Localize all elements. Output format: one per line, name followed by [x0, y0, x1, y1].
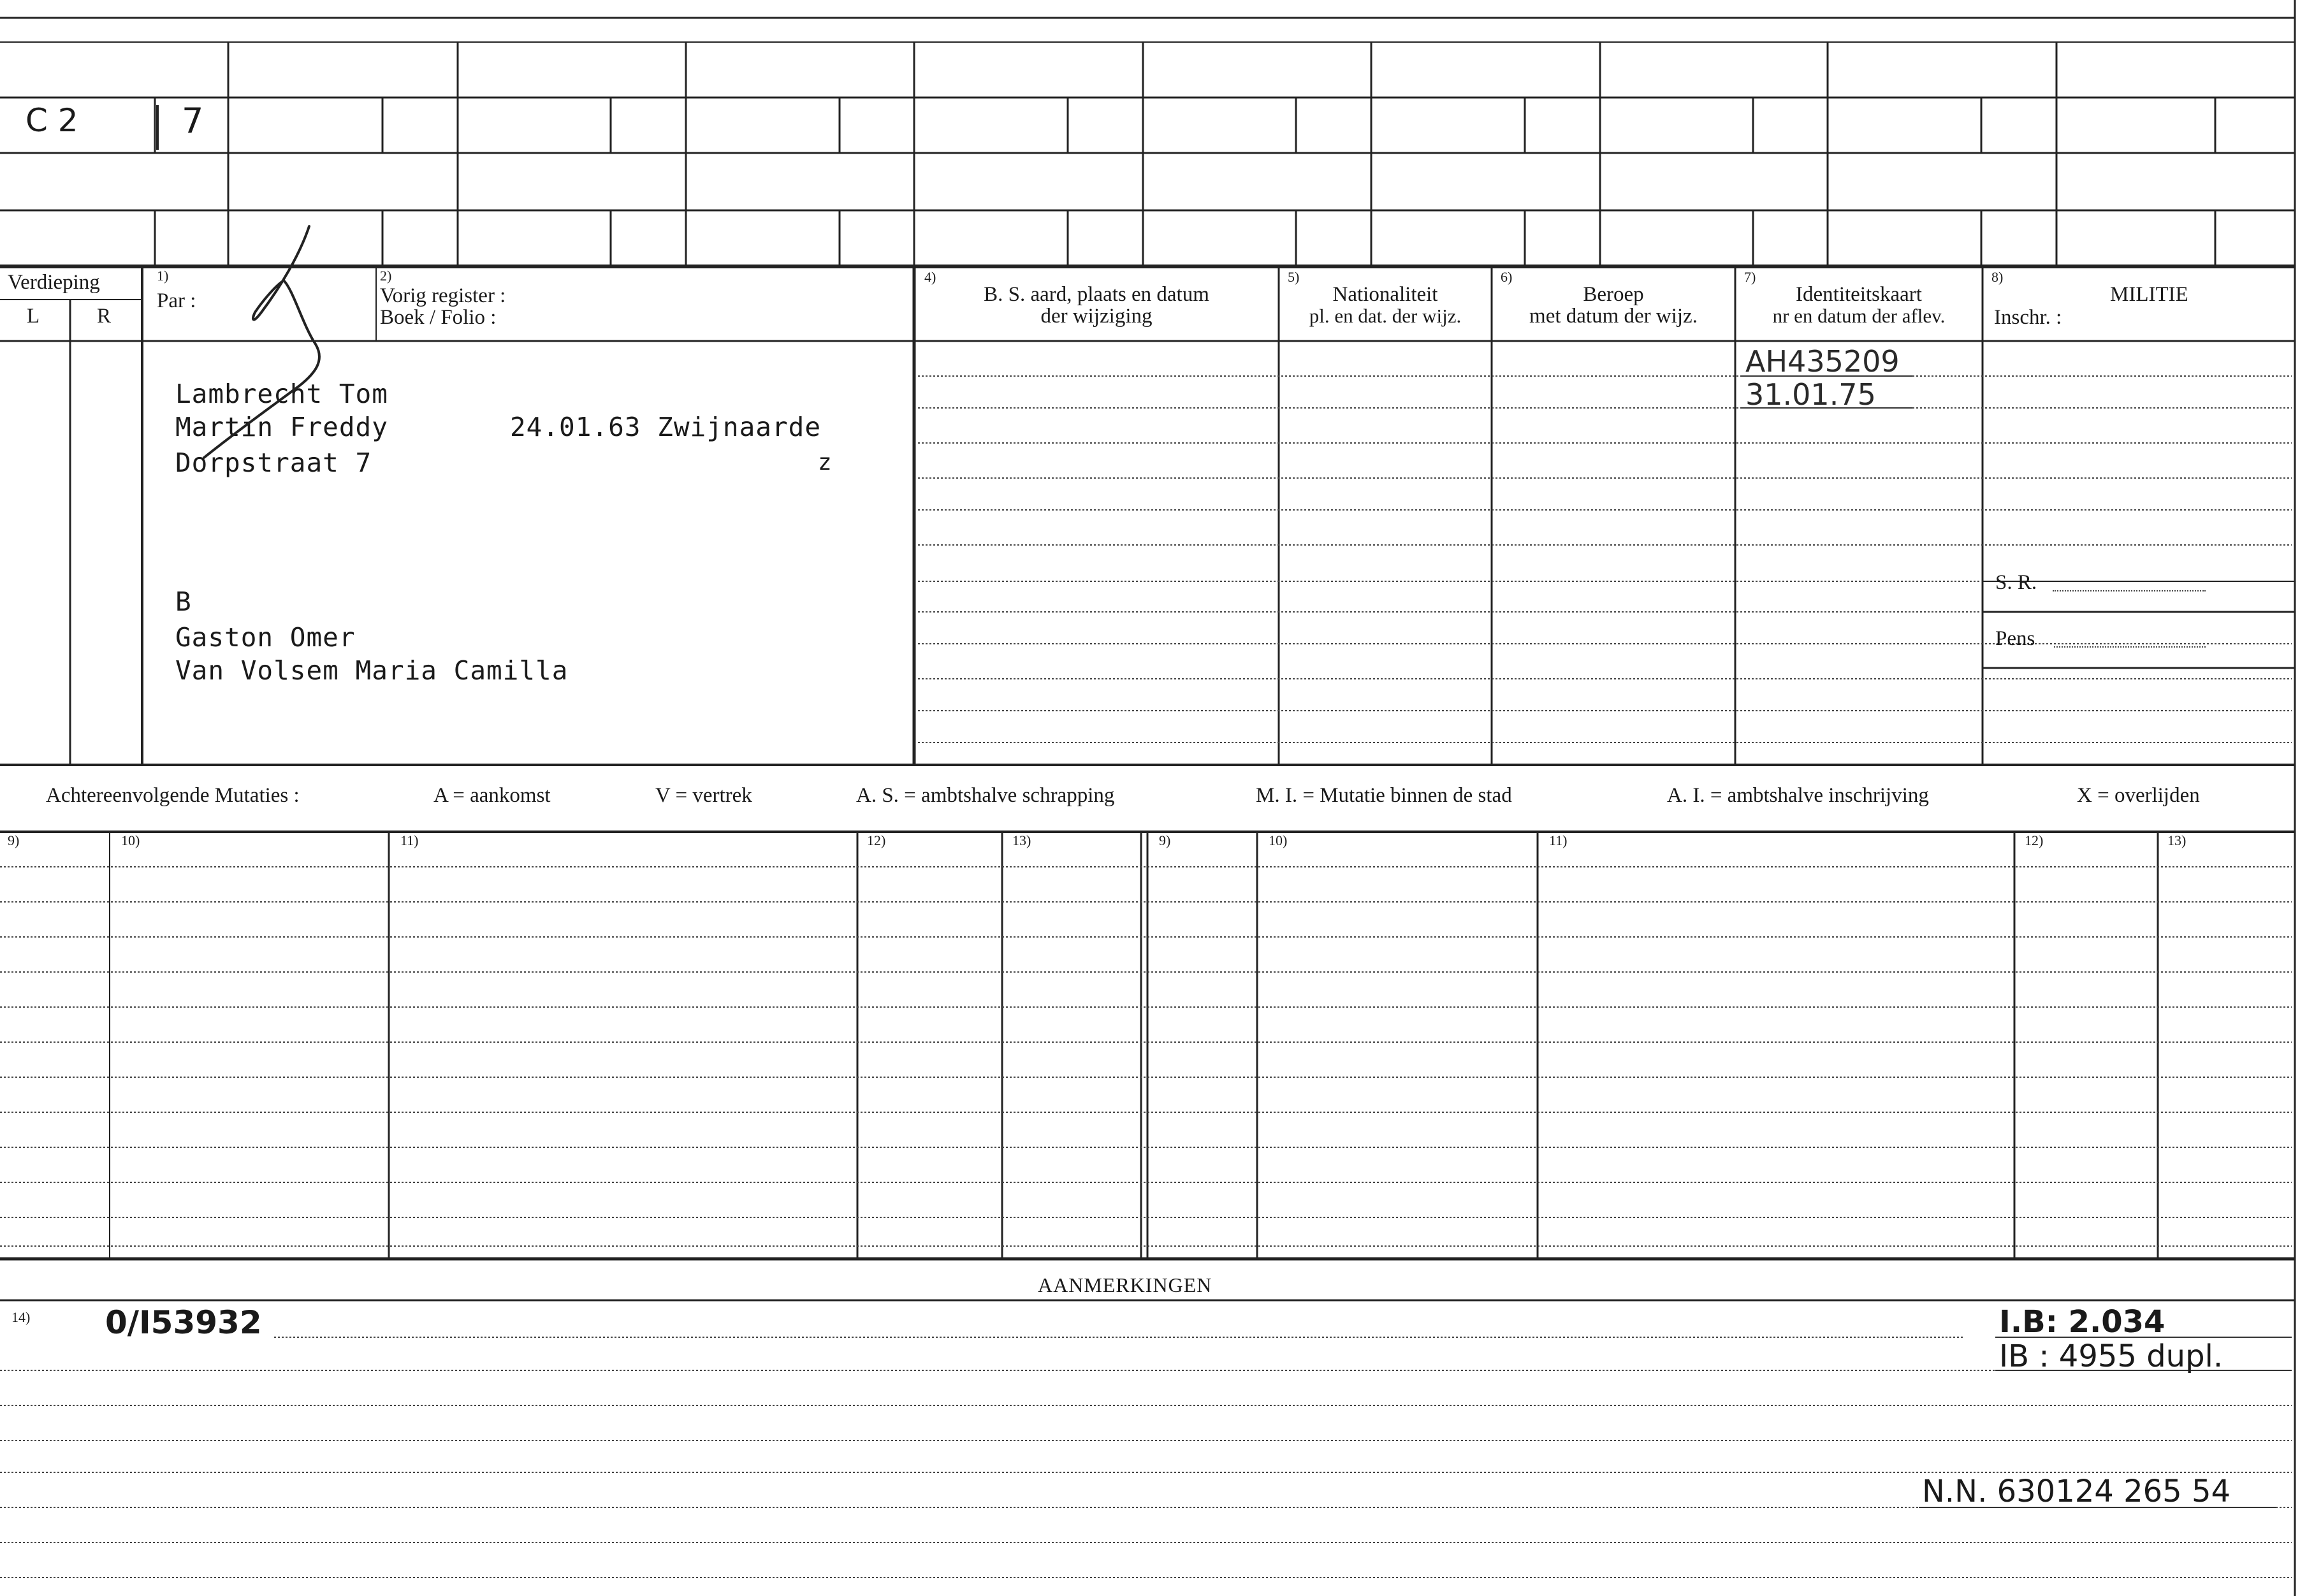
legend-mutatie-binnen-stad: M. I. = Mutatie binnen de stad	[1256, 784, 1512, 807]
inschr-label: Inschr. :	[1994, 306, 2062, 329]
remarks-code: 0/I53932	[105, 1304, 262, 1341]
mut-col-11-left: 11)	[400, 832, 419, 848]
verdieping-label: Verdieping	[8, 271, 100, 294]
vorig-register-label: Vorig register :	[380, 284, 506, 307]
parent-mother: Van Volsem Maria Camilla	[175, 655, 569, 686]
sr-dotted-line	[2053, 590, 2206, 591]
beroep-line2: met datum der wijz.	[1529, 305, 1698, 328]
mut-col-10-right: 10)	[1269, 832, 1288, 848]
bs-header-line2: der wijziging	[1040, 305, 1153, 328]
bs-header-line1: B. S. aard, plaats en datum	[984, 283, 1209, 306]
mut-col-13-right: 13)	[2167, 832, 2187, 848]
beroep-line1: Beroep	[1583, 283, 1644, 306]
col8-number: 8)	[1991, 269, 2004, 285]
person-address: Dorpstraat 7	[175, 447, 372, 478]
top-code-number: 7	[182, 101, 204, 141]
col4-number: 4)	[924, 269, 936, 285]
identiteitskaart-line2: nr en datum der aflev.	[1772, 305, 1946, 327]
mut-col-9-left: 9)	[8, 832, 20, 848]
handwritten-stroke	[191, 217, 357, 472]
id-card-date: 31.01.75	[1745, 377, 1876, 412]
ib-duplicate: IB : 4955 dupl.	[1999, 1338, 2223, 1374]
person-status: B	[175, 586, 192, 617]
legend-ambtshalve-inschrijving: A. I. = ambtshalve inschrijving	[1667, 784, 1929, 807]
legend-ambtshalve-schrapping: A. S. = ambtshalve schrapping	[856, 784, 1115, 807]
mut-col-13-left: 13)	[1012, 832, 1031, 848]
top-code-letters: C 2	[25, 102, 78, 139]
mut-col-12-left: 12)	[867, 832, 886, 848]
top-code-divider	[156, 105, 159, 150]
sr-label: S. R.	[1995, 571, 2037, 594]
col1-number: 1)	[157, 268, 169, 284]
national-number: N.N. 630124 265 54	[1922, 1474, 2231, 1509]
mut-col-12-right: 12)	[2025, 832, 2044, 848]
z-mark: z	[818, 449, 833, 475]
nationaliteit-line2: pl. en dat. der wijz.	[1309, 305, 1462, 327]
mut-col-11-right: 11)	[1549, 832, 1568, 848]
col2-number: 2)	[380, 268, 392, 284]
ib-number: I.B: 2.034	[1999, 1304, 2165, 1340]
col5-number: 5)	[1288, 269, 1300, 285]
remarks-title: AANMERKINGEN	[1038, 1273, 1212, 1296]
boek-folio-label: Boek / Folio :	[380, 306, 497, 329]
militie-label: MILITIE	[2110, 283, 2188, 306]
mut-col-10-left: 10)	[121, 832, 140, 848]
nationaliteit-line1: Nationaliteit	[1332, 283, 1438, 306]
birth-date-place: 24.01.63 Zwijnaarde	[510, 412, 821, 442]
id-card-number: AH435209	[1745, 344, 1900, 379]
legend-aankomst: A = aankomst	[433, 784, 551, 807]
legend-vertrek: V = vertrek	[655, 784, 752, 807]
person-first-names: Martin Freddy	[175, 412, 388, 442]
pens-label: Pens	[1995, 627, 2035, 650]
col14-number: 14)	[11, 1309, 31, 1325]
par-label: Par :	[157, 289, 196, 312]
identiteitskaart-line1: Identiteitskaart	[1796, 283, 1922, 306]
parent-father: Gaston Omer	[175, 622, 356, 653]
mut-col-9-right: 9)	[1159, 832, 1171, 848]
floor-l-label: L	[27, 305, 40, 328]
floor-r-label: R	[97, 305, 112, 328]
pens-dotted-line	[2054, 646, 2206, 648]
person-name: Lambrecht Tom	[175, 379, 388, 409]
col6-number: 6)	[1501, 269, 1513, 285]
mutations-title: Achtereenvolgende Mutaties :	[46, 784, 300, 807]
col7-number: 7)	[1744, 269, 1756, 285]
legend-overlijden: X = overlijden	[2077, 784, 2200, 807]
